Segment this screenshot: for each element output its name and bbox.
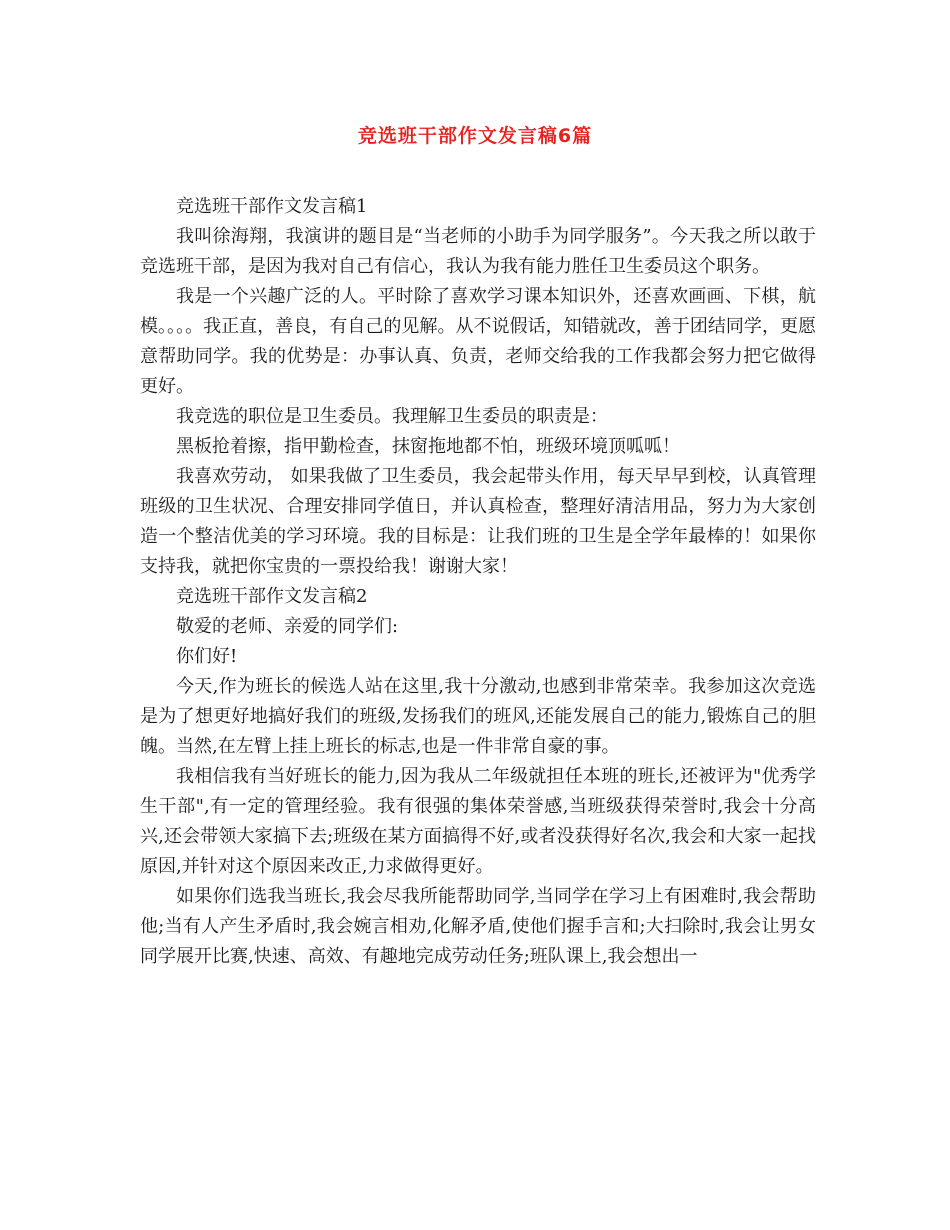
- paragraph: 黑板抢着擦，指甲勤检查，抹窗拖地都不怕，班级环境顶呱呱！: [176, 436, 680, 457]
- paragraph: 我竞选的职位是卫生委员。我理解卫生委员的职责是：: [176, 406, 608, 427]
- document-title: 竞选班干部作文发言稿6篇: [357, 125, 593, 147]
- salutation: 敬爱的老师、亲爱的同学们:: [176, 616, 399, 637]
- section-heading-2: 竞选班干部作文发言稿2: [176, 586, 368, 607]
- paragraph: 我喜欢劳动， 如果我做了卫生委员，我会起带头作用，每天早早到校，认真管理班级的卫生状况、合理安排同学值日，并认真检查，整理好清洁用品，努力为大家创造一个整洁优美的学习环境。我的目标是：让我们班的卫生是全学年最棒的！如果你支持我，就把你宝贵的一票投给我！谢谢大家！: [140, 466, 816, 577]
- section-heading-1: 竞选班干部作文发言稿1: [176, 196, 368, 217]
- document-body: [140, 192, 816, 972]
- paragraph: 我叫徐海翔，我演讲的题目是“当老师的小助手为同学服务”。今天我之所以敢于竞选班干部，是因为我对自己有信心，我认为我有能力胜任卫生委员这个职务。: [140, 226, 816, 277]
- paragraph: 我相信我有当好班长的能力,因为我从二年级就担任本班的班长,还被评为"优秀学生干部",有一定的管理经验。我有很强的集体荣誉感,当班级获得荣誉时,我会十分高兴,还会带领大家搞下去;班级在某方面搞得不好,或者没获得好名次,我会和大家一起找原因,并针对这个原因来改正,力求做得更好。: [140, 766, 816, 877]
- paragraph: 我是一个兴趣广泛的人。平时除了喜欢学习课本知识外，还喜欢画画、下棋，航模。。。。我正直，善良，有自己的见解。从不说假话，知错就改，善于团结同学，更愿意帮助同学。我的优势是：办事认真、负责，老师交给我的工作我都会努力把它做得更好。: [140, 286, 816, 397]
- paragraph: 如果你们选我当班长,我会尽我所能帮助同学,当同学在学习上有困难时,我会帮助他;当有人产生矛盾时,我会婉言相劝,化解矛盾,使他们握手言和;大扫除时,我会让男女同学展开比赛,快速、高效、有趣地完成劳动任务;班队课上,我会想出一: [140, 886, 816, 967]
- greeting: 你们好!: [176, 646, 238, 667]
- paragraph: 今天,作为班长的候选人站在这里,我十分激动,也感到非常荣幸。我参加这次竞选是为了想更好地搞好我们的班级,发扬我们的班风,还能发展自己的能力,锻炼自己的胆魄。当然,在左臂上挂上班长的标志,也是一件非常自豪的事。: [140, 676, 816, 757]
